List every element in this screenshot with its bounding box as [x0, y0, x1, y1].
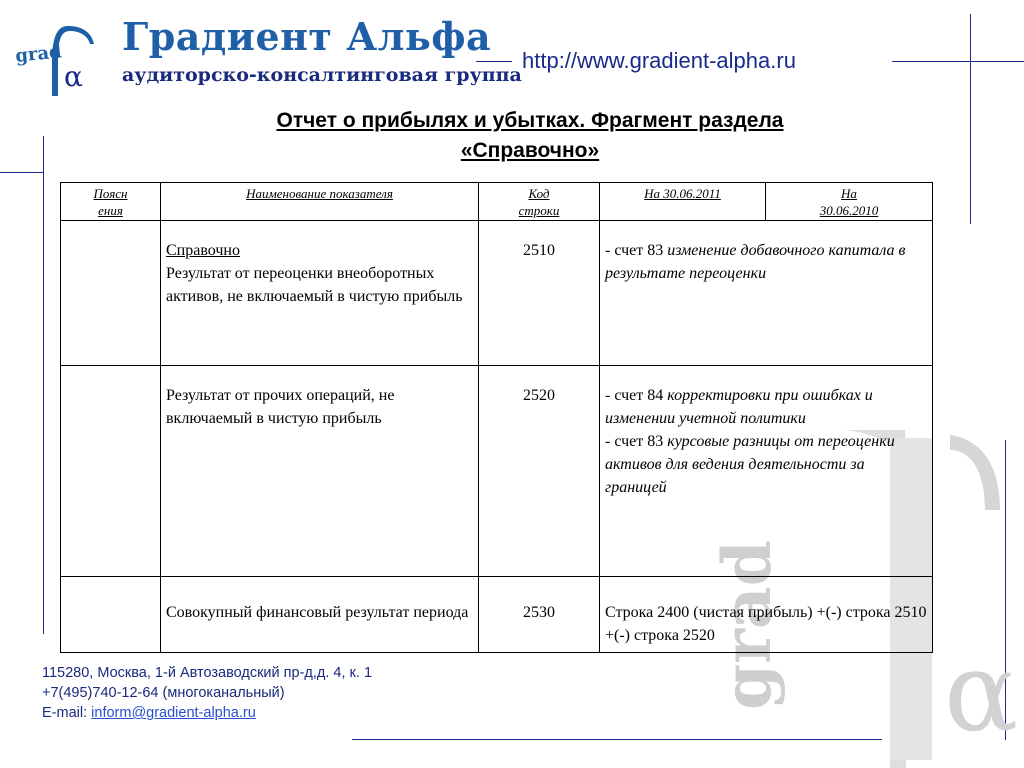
header-code-line1: Код — [528, 186, 550, 201]
header-line-code — [479, 183, 600, 221]
title-line-2: «Справочно» — [460, 139, 600, 162]
cell-explanation — [61, 221, 161, 366]
header-explanation-line1: Поясн — [93, 186, 128, 201]
cell-code — [479, 221, 600, 366]
address: 115280, Москва, 1-й Автозаводский пр-д,д. 4, к. 1 — [42, 665, 373, 681]
slide-title — [180, 106, 880, 166]
logo-mark-alpha: α — [64, 60, 83, 93]
table-row — [61, 577, 933, 653]
line-code: 2510 — [523, 242, 555, 259]
header-date-2010 — [766, 183, 933, 221]
top-right-vertical-line — [970, 14, 971, 224]
left-vertical-line — [43, 136, 44, 634]
watermark-alpha: α — [944, 628, 1019, 756]
header-code-line2: строки — [518, 203, 560, 218]
note-description: корректировки при ошибках и изменении учетной политики — [605, 387, 873, 427]
indicator-label: Результат от переоценки внеоборотных активов, не включаемый в чистую прибыль — [166, 265, 463, 305]
header-right-line — [892, 61, 1024, 62]
cell-indicator — [161, 366, 479, 577]
table-header-row — [61, 183, 933, 221]
header-explanation — [61, 183, 161, 221]
report-table — [60, 182, 933, 653]
note-account: - счет 83 — [605, 242, 668, 259]
table-row — [61, 221, 933, 366]
contact-info — [42, 663, 372, 723]
cell-note — [600, 577, 933, 653]
header-indicator-name: Наименование показателя — [161, 183, 479, 221]
header-date-2011: На 30.06.2011 — [600, 183, 766, 221]
cell-code — [479, 366, 600, 577]
cell-note — [600, 366, 933, 577]
company-name: Градиент Альфа — [122, 14, 492, 59]
logo-icon — [14, 22, 96, 100]
header-2010-line1: На — [841, 186, 857, 201]
watermark-text: grad — [708, 540, 786, 710]
email-link[interactable]: inform@gradient-alpha.ru — [91, 705, 256, 721]
note-description-2: курсовые разницы от переоценки активов для ведения деятельности за границей — [605, 433, 895, 496]
indicator-label: Совокупный финансовый результат периода — [166, 604, 469, 621]
indicator-label: Результат от прочих операций, не включаемый в чистую прибыль — [166, 387, 395, 427]
header-explanation-line2: ения — [98, 203, 123, 218]
cell-note — [600, 221, 933, 366]
cell-indicator — [161, 221, 479, 366]
line-code: 2520 — [523, 387, 555, 404]
cell-explanation — [61, 366, 161, 577]
company-subtitle: аудиторско-консалтинговая группа — [122, 64, 522, 86]
note-description: изменение добавочного капитала в результате переоценки — [605, 242, 906, 282]
cell-explanation — [61, 577, 161, 653]
note-formula: Строка 2400 (чистая прибыль) +(-) строка 2510 +(-) строка 2520 — [605, 604, 927, 644]
cell-indicator — [161, 577, 479, 653]
table-row — [61, 366, 933, 577]
website-link[interactable]: http://www.gradient-alpha.ru — [522, 48, 796, 73]
note-account-2: - счет 83 — [605, 433, 668, 450]
email-label: E-mail: — [42, 705, 92, 721]
left-horizontal-line — [0, 172, 44, 173]
header-mid-line — [476, 61, 512, 62]
section-heading: Справочно — [166, 242, 240, 259]
note-account: - счет 84 — [605, 387, 668, 404]
cell-code — [479, 577, 600, 653]
title-line-1: Отчет о прибылях и убытках. Фрагмент раздела — [276, 109, 784, 132]
logo-mark-text: grad — [14, 41, 63, 67]
email-line — [42, 703, 372, 723]
header-2010-line2: 30.06.2010 — [819, 203, 879, 218]
line-code: 2530 — [523, 604, 555, 621]
phone: +7(495)740-12-64 (многоканальный) — [42, 685, 285, 701]
